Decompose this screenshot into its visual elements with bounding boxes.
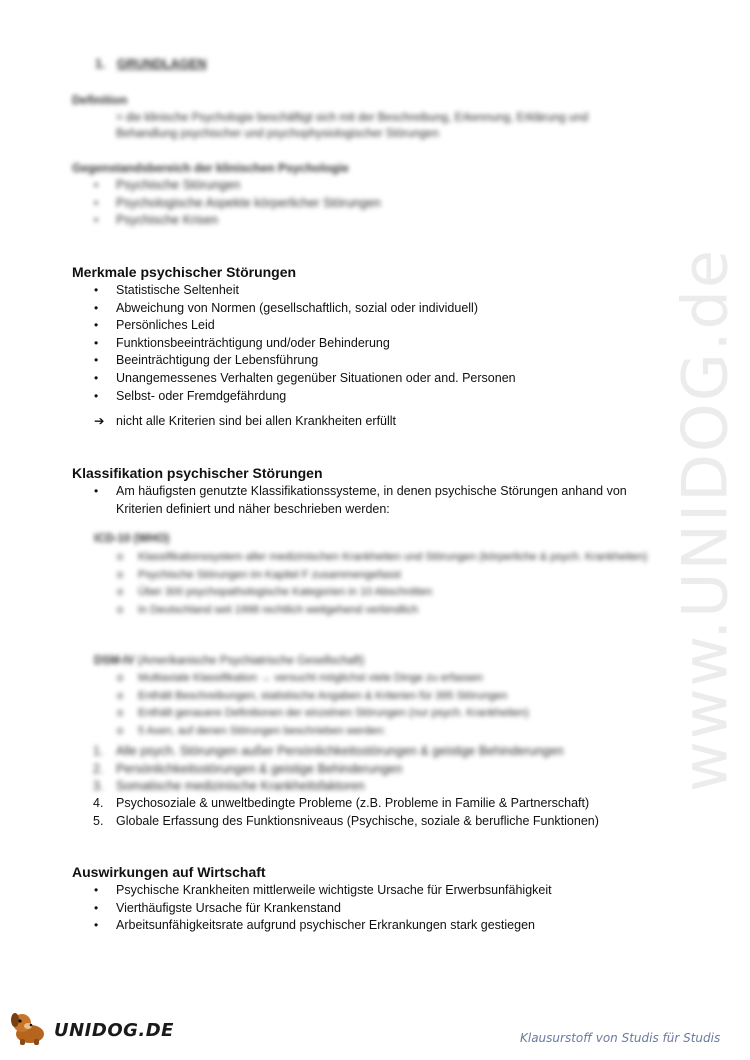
- list-item: 4. Psychosoziale & unweltbedingte Probleme (z.B. Probleme in Familie & Partnerschaft): [93, 796, 590, 810]
- list-item: o Enthält Beschreibungen, statistische Angaben & Kriterien für 395 Störungen: [94, 688, 654, 706]
- dsm-heading: DSM-IV: [94, 655, 135, 667]
- list-item: o Psychische Störungen im Kapitel F zusammengefasst: [94, 567, 654, 585]
- wirtschaft-list: [72, 882, 552, 935]
- list-item: • Beeinträchtigung der Lebensführung: [72, 352, 516, 370]
- section-title: [95, 57, 207, 71]
- section-number: 1.: [95, 57, 106, 71]
- list-item: • Am häufigsten genutzte Klassifikationssysteme, in denen psychische Störungen anhand von Kriterien definiert und näher beschrieben werden:: [72, 483, 652, 518]
- gegenstand-list: [72, 177, 381, 230]
- list-item: • Unangemessenes Verhalten gegenüber Situationen oder and. Personen: [72, 370, 516, 388]
- icd-list: [94, 549, 654, 619]
- list-item: • Psychische Krisen: [72, 212, 381, 230]
- arrow-right-icon: ➔: [94, 414, 105, 428]
- section-title-text: GRUNDLAGEN: [116, 57, 207, 71]
- list-item: o 5 Axen, auf denen Störungen beschrieben werden:: [94, 723, 654, 741]
- list-item: • Abweichung von Normen (gesellschaftlich, sozial oder individuell): [72, 300, 516, 318]
- list-item: 1. Alle psych. Störungen außer Persönlichkeitsstörungen & geistige Behinderungen: [93, 744, 564, 758]
- logo-text: UNIDOG.DE: [54, 1020, 174, 1041]
- list-item: 5. Globale Erfassung des Funktionsniveaus (Psychische, soziale & berufliche Funktionen): [93, 813, 599, 828]
- icd-heading: ICD-10 (WHO): [94, 533, 170, 545]
- list-item: • Psychologische Aspekte körperlicher Störungen: [72, 195, 381, 213]
- merkmale-heading: Merkmale psychischer Störungen: [72, 264, 297, 280]
- unidog-logo[interactable]: [8, 1008, 174, 1048]
- dsm-heading-row: [94, 653, 364, 671]
- watermark: www.UNIDOG.de: [668, 248, 742, 792]
- dsm-subheading: (Amerikanische Psychiatrische Gesellschaft): [137, 655, 365, 667]
- definition-heading: Definition: [72, 93, 128, 107]
- list-item: • Statistische Seltenheit: [72, 282, 516, 300]
- list-item: o Multiaxiale Klassifikation → versucht möglichst viele Dinge zu erfassen: [94, 670, 654, 688]
- wirtschaft-heading: Auswirkungen auf Wirtschaft: [72, 864, 266, 880]
- arrow-note: [94, 413, 396, 431]
- gegenstand-heading: Gegenstandsbereich der klinischen Psychologie: [72, 161, 349, 175]
- list-item: • Psychische Störungen: [72, 177, 381, 195]
- list-item: • Vierthäufigste Ursache für Krankenstand: [72, 900, 552, 918]
- axes-list: [72, 795, 692, 830]
- list-item: 2. Persönlichkeitsstörungen & geistige Behinderungen: [93, 761, 403, 776]
- klassifikation-heading: Klassifikation psychischer Störungen: [72, 465, 323, 481]
- dog-icon: [8, 1008, 52, 1048]
- list-item: 3. Somatische medizinische Krankheitsfaktoren: [93, 779, 365, 794]
- list-item: • Arbeitsunfähigkeitsrate aufgrund psychischer Erkrankungen stark gestiegen: [72, 917, 552, 935]
- list-item: o Klassifikationssystem aller medizinischen Krankheiten und Störungen (körperliche & psych. Krankheiten): [94, 549, 654, 567]
- merkmale-list: [72, 282, 516, 405]
- list-item: • Selbst- oder Fremdgefährdung: [72, 388, 516, 406]
- list-item: o Über 300 psychopathologische Kategorien in 10 Abschnitten: [94, 584, 654, 602]
- list-item: o In Deutschland seit 1998 rechtlich weitgehend verbindlich: [94, 602, 654, 620]
- definition-text: = die klinische Psychologie beschäftigt sich mit der Beschreibung, Erkennung, Erklärung und Behandlung psychischer und psychophysiologischer Störungen: [116, 112, 589, 140]
- list-item: • Persönliches Leid: [72, 317, 516, 335]
- klassifikation-intro-list: [72, 483, 652, 518]
- axes-list-blurred: [72, 743, 672, 796]
- list-item: • Psychische Krankheiten mittlerweile wichtigste Ursache für Erwerbsunfähigkeit: [72, 882, 552, 900]
- list-item: o Enthält genauere Definitionen der einzelnen Störungen (nur psych. Krankheiten): [94, 705, 654, 723]
- footer-tagline: Klausurstoff von Studis für Studis: [520, 1031, 721, 1045]
- dsm-list: [94, 670, 654, 740]
- arrow-note-text: nicht alle Kriterien sind bei allen Krankheiten erfüllt: [116, 414, 397, 428]
- list-item: • Funktionsbeeinträchtigung und/oder Behinderung: [72, 335, 516, 353]
